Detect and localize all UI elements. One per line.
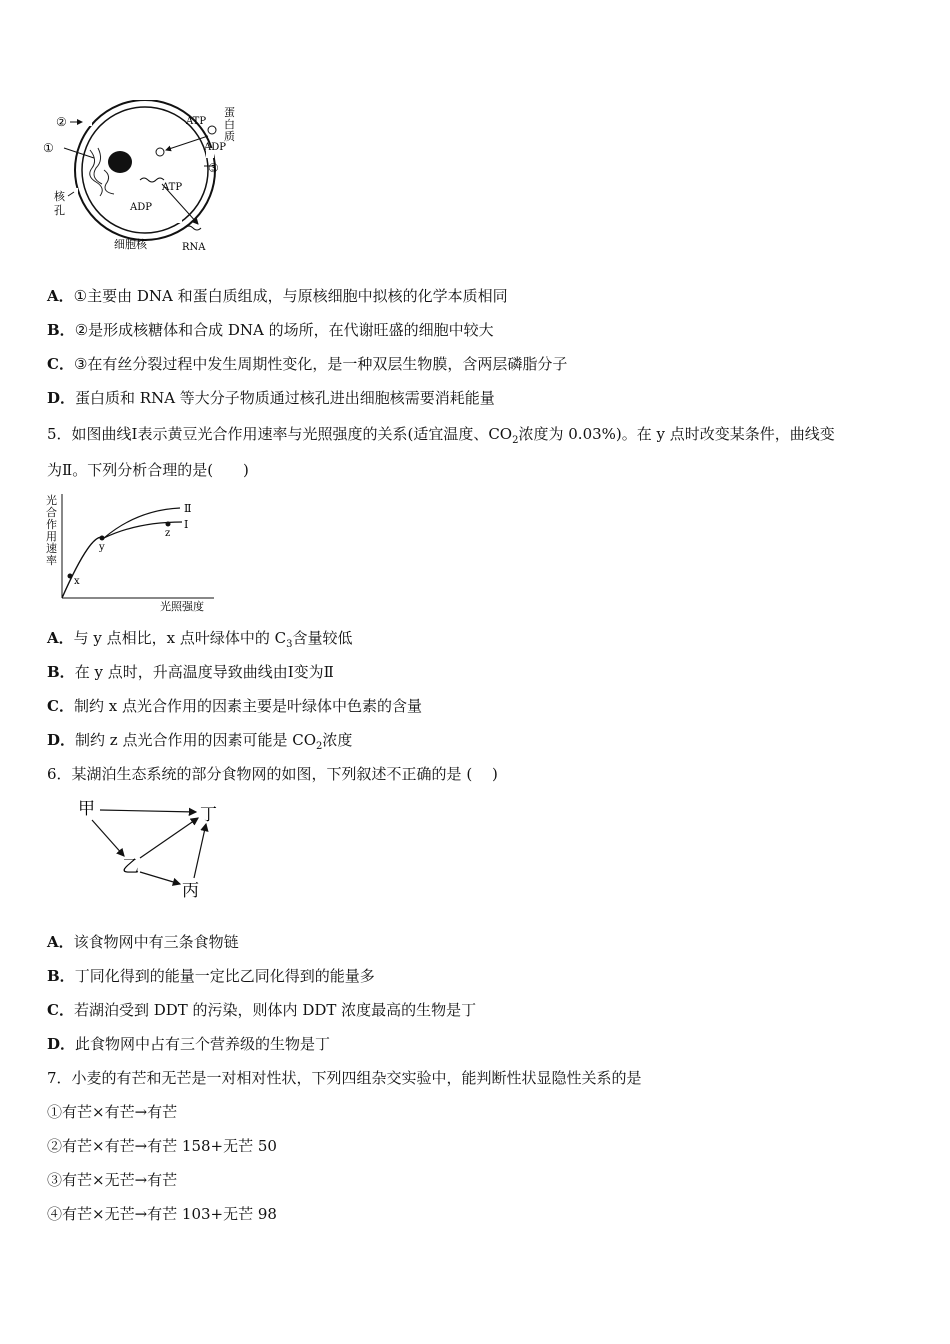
- ylabel-char: 率: [46, 554, 57, 567]
- curve-2-label: Ⅱ: [184, 502, 192, 515]
- label-two: ②: [56, 115, 67, 129]
- q5-stem-line2-text: 为Ⅱ。下列分析合理的是( ): [47, 461, 249, 479]
- point-x-label: x: [74, 576, 80, 587]
- q4-option-b-letter: B．: [47, 321, 75, 339]
- curve-1-label: Ⅰ: [184, 518, 189, 531]
- label-three: ③: [208, 161, 219, 175]
- q4-option-c-text: ③在有丝分裂过程中发生周期性变化，是一种双层生物膜，含两层磷脂分子: [73, 355, 568, 373]
- food-web-diagram: [78, 796, 228, 906]
- food-web-svg: [78, 796, 228, 906]
- photosynthesis-chart-svg: [42, 490, 217, 615]
- label-one: ①: [43, 141, 54, 155]
- label-rna: RNA: [182, 242, 206, 253]
- q7-item-1: ①有芒×有芒→有芒: [47, 1103, 178, 1121]
- q4-option-a-text: ①主要由 DNA 和蛋白质组成，与原核细胞中拟核的化学本质相同: [73, 287, 508, 305]
- curve-2: [62, 508, 180, 598]
- q6-option-a-letter: A．: [47, 933, 74, 951]
- label-atp-bottom: ATP: [162, 182, 183, 193]
- node-yi: 乙: [122, 857, 139, 877]
- q6-option-d: [47, 1034, 330, 1054]
- q6-option-a: [47, 932, 239, 952]
- q6-option-c-letter: C．: [47, 1001, 74, 1019]
- q6-option-d-letter: D．: [47, 1035, 76, 1053]
- nucleus-diagram-svg: [40, 100, 250, 260]
- label-protein-3: 质: [224, 130, 235, 143]
- q5-option-d-text-1: 制约 z 点光合作用的因素可能是 CO: [75, 731, 316, 749]
- q7-number: 7．: [47, 1069, 72, 1087]
- q7-item-3: ③有芒×无芒→有芒: [47, 1171, 178, 1189]
- q5-option-d: [47, 730, 352, 757]
- q5-option-b-letter: B．: [47, 663, 75, 681]
- q7-item-4: ④有芒×无芒→有芒 103+无芒 98: [47, 1205, 277, 1223]
- pore-top: [84, 118, 92, 126]
- ylabel-char: 光: [46, 494, 57, 507]
- q5-stem-line1: [47, 424, 835, 451]
- ylabel-char: 作: [46, 518, 57, 531]
- q5-stem-sub: 2: [512, 435, 519, 446]
- q5-option-a-sub: 3: [286, 639, 293, 650]
- ylabel-char: 合: [46, 506, 57, 519]
- curve-1: [62, 522, 182, 598]
- label-pore-2: 孔: [54, 204, 65, 217]
- q6-option-c-text: 若湖泊受到 DDT 的污染，则体内 DDT 浓度最高的生物是丁: [73, 1001, 477, 1019]
- q4-option-a-letter: A．: [47, 287, 74, 305]
- q5-option-a-text-2: 含量较低: [292, 629, 353, 647]
- ylabel: [46, 493, 57, 567]
- q5-option-c-text: 制约 x 点光合作用的因素主要是叶绿体中色素的含量: [73, 697, 422, 715]
- q4-option-c: [47, 354, 567, 374]
- q5-option-c-letter: C．: [47, 697, 74, 715]
- chromatin: [90, 148, 114, 196]
- rna-inner: [140, 178, 164, 182]
- label-atp-top: ATP: [186, 116, 207, 127]
- q5-option-c: [47, 696, 422, 716]
- q5-option-d-text-2: 浓度: [322, 731, 353, 749]
- q4-option-c-letter: C．: [47, 355, 74, 373]
- nucleus-diagram: [40, 100, 250, 260]
- q6-number: 6．: [47, 765, 72, 783]
- node-ding: 丁: [200, 805, 217, 825]
- q7-stem: [47, 1068, 642, 1088]
- q5-option-b-text: 在 y 点时，升高温度导致曲线由Ⅰ变为Ⅱ: [74, 663, 334, 681]
- q6-option-a-text: 该食物网中有三条食物链: [73, 933, 239, 951]
- q4-option-b-text: ②是形成核糖体和合成 DNA 的场所，在代谢旺盛的细胞中较大: [74, 321, 494, 339]
- arrow-yi-ding: [140, 818, 198, 858]
- q5-stem-line2: [47, 460, 249, 480]
- node-jia: 甲: [78, 799, 95, 819]
- protein-circle-inner: [156, 148, 164, 156]
- label-adp-bottom: ADP: [130, 202, 152, 213]
- point-z-label: z: [165, 528, 171, 539]
- q5-option-a-text-1: 与 y 点相比，x 点叶绿体中的 C: [73, 629, 287, 647]
- q6-option-b-letter: B．: [47, 967, 75, 985]
- q7-item-2: ②有芒×有芒→有芒 158+无芒 50: [47, 1137, 277, 1155]
- label-protein-2: 白: [224, 118, 235, 131]
- q5-option-d-sub: 2: [316, 741, 323, 752]
- ylabel-char: 用: [46, 530, 57, 543]
- q6-option-c: [47, 1000, 476, 1020]
- q7-stem-text: 小麦的有芒和无芒是一对相对性状，下列四组杂交实验中，能判断性状显隐性关系的是: [71, 1069, 642, 1087]
- q4-option-a: [47, 286, 508, 306]
- q4-option-d-text: 蛋白质和 RNA 等大分子物质通过核孔进出细胞核需要消耗能量: [75, 389, 495, 407]
- arrow-bing-ding: [194, 824, 206, 878]
- rna-outer: [185, 226, 201, 230]
- point-z: [166, 522, 171, 527]
- label-nucleus: 细胞核: [114, 238, 147, 251]
- nucleolus: [108, 151, 132, 173]
- q5-stem-a: 如图曲线Ⅰ表示黄豆光合作用速率与光照强度的关系(适宜温度、CO: [71, 425, 513, 443]
- q6-option-d-text: 此食物网中占有三个营养级的生物是丁: [75, 1035, 331, 1053]
- q5-number: 5．: [47, 425, 72, 443]
- label-protein-1: 蛋: [224, 106, 235, 119]
- arrow-jia-yi: [92, 820, 124, 856]
- q5-option-b: [47, 662, 334, 682]
- arrow-jia-ding: [100, 810, 196, 812]
- pore-lower-right: [174, 215, 182, 223]
- q5-option-a: [47, 628, 353, 655]
- photosynthesis-chart: [42, 490, 217, 615]
- label-pore-1: 核: [54, 190, 65, 203]
- q6-stem-text: 某湖泊生态系统的部分食物网的如图，下列叙述不正确的是 ( ): [71, 765, 498, 783]
- arrow-yi-bing: [140, 872, 180, 884]
- q5-option-d-letter: D．: [47, 731, 76, 749]
- q5-stem-b: 浓度为 0.03%)。在 y 点时改变某条件，曲线变: [518, 425, 835, 443]
- q4-option-b: [47, 320, 494, 340]
- protein-circle-top: [208, 126, 216, 134]
- point-x: [68, 574, 73, 579]
- q4-option-d: [47, 388, 495, 408]
- q6-option-b-text: 丁同化得到的能量一定比乙同化得到的能量多: [74, 967, 375, 985]
- q4-option-d-letter: D．: [47, 389, 76, 407]
- q6-option-b: [47, 966, 375, 986]
- q5-option-a-letter: A．: [47, 629, 74, 647]
- point-y-label: y: [99, 542, 105, 553]
- ylabel-char: 速: [46, 542, 57, 555]
- node-bing: 丙: [182, 881, 199, 901]
- q6-stem: [47, 764, 498, 784]
- label-adp-top: ADP: [204, 142, 226, 153]
- xlabel: 光照强度: [160, 600, 204, 613]
- point-y: [100, 536, 105, 541]
